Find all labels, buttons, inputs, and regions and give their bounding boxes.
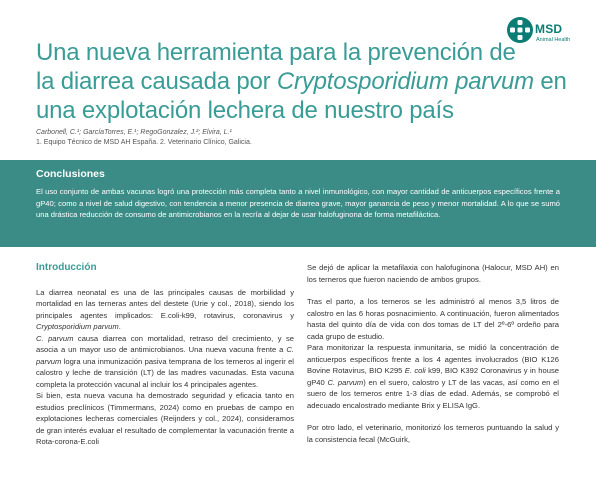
intro-p1-text: La diarrea neonatal es una de las principales causas de morbilidad y mortalidad en las terneras antes del destete (Urie y col., 2018), siendo los principales agentes implicados: E.coli-k99, rotavirus, coronavirus y [36, 287, 294, 320]
title-line-3: una explotación lechera de nuestro país [36, 97, 454, 124]
title-line-2 [36, 67, 567, 96]
author-names: Carbonell, C.¹; GarcíaTorres, E.¹; RegoGonzalez, J.²; Elvira, L.¹ [36, 129, 232, 136]
conclusions-heading: Conclusiones [36, 168, 105, 180]
conclusions-text: El uso conjunto de ambas vacunas logró una protección más completa tanto a nivel inmunológico, con mayor cantidad de anticuerpos específicos frente a gP40; como a nivel de salud digestivo, con tendencia a menor presencia de diarrea grave, mayor ganancia de peso y menor mortalidad. A lo que se sumó una drástica reducción de consumo de antimicrobianos en la recría al dejar de usar halofuginona de forma metafiláctica. [36, 187, 560, 219]
author-affiliations: 1. Equipo Técnico de MSD AH España. 2. Veterinario Clínico, Galicia. [36, 139, 252, 146]
intro-heading: Introducción [36, 262, 97, 273]
title-line-2-prefix: la diarrea causada por [36, 68, 277, 95]
methods-p3-italic: E. coli [404, 366, 426, 375]
intro-p2-text: causa diarrea con mortalidad, retraso del crecimiento, y se asocia a un mayor uso de antimicrobianos. Una nueva vacuna frente a [36, 333, 294, 354]
logo-subtitle: Animal Health [536, 37, 571, 43]
methods-column [307, 262, 559, 445]
title-line-2-suffix: en [533, 68, 567, 95]
title-species: Cryptosporidium parvum [276, 68, 534, 95]
title-line-1: Una nueva herramienta para la prevención de [36, 39, 516, 66]
intro-p2-italic-2: C. parvum [36, 345, 294, 366]
intro-p2-end: logra una inmunización pasiva temprana de los terneros al ingerir el calostro y leche de transición (LT) de las madres vacunadas. Esta vacuna completa la protección vacunal al incluir los 4 principales agentes. [36, 356, 294, 389]
intro-p1-italic: Cryptosporidium parvum [36, 322, 119, 331]
authors-block [36, 128, 252, 148]
intro-paragraph-1 [36, 287, 294, 333]
methods-paragraph-2: Tras el parto, a los terneros se les administró al menos 3,5 litros de calostro en las 6 horas posnacimiento. A continuación, fueron alimentados hasta del quinto día de vida con dos tomas de LT del 2º-6º ordeño para cada grupo de estudio. [307, 297, 559, 341]
methods-p3-c: ) en el suero, calostro y LT de las vacas, así como en el suero de los terneros entre 1-3 días de edad. Además, se comprobó el adecuado encalostrado mediante Brix y ELISA IgG. [307, 377, 559, 410]
methods-paragraph-3 [307, 342, 559, 411]
methods-p3-italic-2: C. parvum [327, 377, 364, 387]
intro-p1-end: . [118, 322, 121, 331]
intro-paragraph-3: Si bien, esta nueva vacuna ha demostrado seguridad y eficacia tanto en estudios preclínicos (Timmermans, 2024) como en pruebas de campo en explotaciones lecheras comerciales (Reijnders y col., 2024), consideramos de gran interés evaluar el resultado de complementar la vacunación frente a Rota-corona-E.coli [36, 391, 294, 446]
methods-p3-a: Para monitorizar la respuesta inmunitaria, se midió la concentración de anticuerpos específicos frente a los 4 agentes involucrados (BIO K126 Bovine Rotavirus, BIO K295 [307, 343, 559, 375]
intro-p2-italic: C. parvum [36, 333, 74, 343]
methods-paragraph-1: Se dejó de aplicar la metafilaxia con halofuginona (Halocur, MSD AH) en los terneros que fueron naciendo de ambos grupos. [307, 263, 559, 284]
intro-column [36, 262, 294, 448]
methods-p3-b: k99, BIO K392 Coronavirus y in house gP40 [307, 366, 559, 387]
methods-paragraph-4: Por otro lado, el veterinario, monitorizó los terneros puntuando la salud y la consistencia fecal (McGuirk, [307, 423, 559, 444]
logo-brand: MSD [535, 22, 563, 36]
intro-paragraph-2 [36, 333, 294, 391]
conclusions-panel [0, 160, 596, 247]
